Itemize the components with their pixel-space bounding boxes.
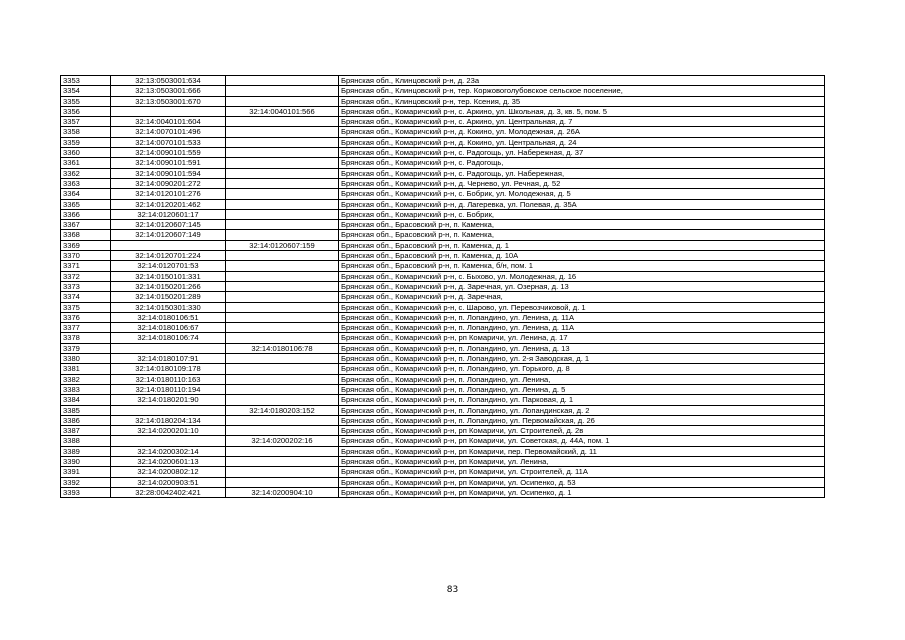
cell-previous-number: 32:14:0040101:566 [226,106,339,116]
cell-row-number: 3357 [61,117,111,127]
cell-address: Брянская обл., Комаричский р-н, с. Радогощь, [339,158,825,168]
table-row [61,456,825,466]
cell-previous-number: 32:14:0200202:16 [226,436,339,446]
table-row [61,148,825,158]
cell-cadastral-number: 32:14:0200903:51 [111,477,226,487]
cell-row-number: 3392 [61,477,111,487]
cell-row-number: 3366 [61,209,111,219]
cell-previous-number [226,292,339,302]
cell-row-number: 3364 [61,189,111,199]
cell-row-number: 3388 [61,436,111,446]
cell-address: Брянская обл., Комаричский р-н, п. Лопандино, ул. Ленина, д. 5 [339,384,825,394]
cell-address: Брянская обл., Комаричский р-н, д. Заречная, [339,292,825,302]
cell-address: Брянская обл., Комаричский р-н, п. Лопандино, ул. Ленина, [339,374,825,384]
table-row [61,467,825,477]
cell-cadastral-number: 32:28:0042402:421 [111,487,226,497]
cell-cadastral-number: 32:14:0040101:604 [111,117,226,127]
cell-cadastral-number: 32:14:0120701:53 [111,261,226,271]
cell-address: Брянская обл., Комаричский р-н, рп Комаричи, ул. Осипенко, д. 1 [339,487,825,497]
table-row [61,106,825,116]
table-row [61,292,825,302]
cell-address: Брянская обл., Комаричский р-н, п. Лопандино, ул. Ленина, д. 11А [339,312,825,322]
cell-address: Брянская обл., Комаричский р-н, с. Аркино, ул. Школьная, д. 3, кв. 5, пом. 5 [339,106,825,116]
cell-row-number: 3391 [61,467,111,477]
table-row [61,364,825,374]
cell-cadastral-number: 32:13:0503001:666 [111,86,226,96]
cell-cadastral-number: 32:14:0150301:330 [111,302,226,312]
table-row [61,168,825,178]
cell-row-number: 3365 [61,199,111,209]
cell-row-number: 3389 [61,446,111,456]
cell-previous-number: 32:14:0180106:78 [226,343,339,353]
document-page [60,75,825,498]
table-row [61,251,825,261]
cell-address: Брянская обл., Комаричский р-н, с. Шарово, ул. Перевозчиковой, д. 1 [339,302,825,312]
table-row [61,374,825,384]
cell-cadastral-number: 32:14:0090201:272 [111,178,226,188]
table-row [61,405,825,415]
cell-row-number: 3376 [61,312,111,322]
table-row [61,487,825,497]
cell-cadastral-number: 32:14:0150101:331 [111,271,226,281]
cell-cadastral-number: 32:13:0503001:670 [111,96,226,106]
cell-cadastral-number [111,240,226,250]
table-row [61,240,825,250]
cell-previous-number [226,271,339,281]
cell-row-number: 3358 [61,127,111,137]
table-row [61,384,825,394]
table-row [61,415,825,425]
cell-address: Брянская обл., Брасовский р-н, п. Каменка, б/н, пом. 1 [339,261,825,271]
cell-cadastral-number: 32:14:0070101:496 [111,127,226,137]
cell-cadastral-number: 32:14:0120201:462 [111,199,226,209]
cell-cadastral-number: 32:14:0200201:10 [111,426,226,436]
cell-row-number: 3382 [61,374,111,384]
cell-address: Брянская обл., Клинцовский р-н, тер. Коржовоголубовское сельское поселение, [339,86,825,96]
cell-row-number: 3373 [61,281,111,291]
cell-row-number: 3361 [61,158,111,168]
cell-address: Брянская обл., Комаричский р-н, д. Кокино, ул. Молодежная, д. 26А [339,127,825,137]
cell-cadastral-number [111,343,226,353]
cell-address: Брянская обл., Комаричский р-н, п. Лопандино, ул. Парковая, д. 1 [339,395,825,405]
cell-previous-number [226,127,339,137]
cell-previous-number [226,456,339,466]
cell-address: Брянская обл., Брасовский р-н, п. Каменка, д. 1 [339,240,825,250]
cell-cadastral-number: 32:14:0150201:289 [111,292,226,302]
cell-cadastral-number: 32:14:0090101:591 [111,158,226,168]
cell-row-number: 3360 [61,148,111,158]
table-row [61,446,825,456]
cell-address: Брянская обл., Брасовский р-н, п. Каменка, [339,230,825,240]
cell-address: Брянская обл., Комаричский р-н, рп Комаричи, ул. Строителей, д. 11А [339,467,825,477]
cell-row-number: 3377 [61,323,111,333]
cell-previous-number [226,251,339,261]
cell-previous-number [226,168,339,178]
cell-previous-number [226,230,339,240]
table-row [61,261,825,271]
cell-address: Брянская обл., Брасовский р-н, п. Каменка, [339,220,825,230]
cell-address: Брянская обл., Комаричский р-н, д. Чернево, ул. Речная, д. 52 [339,178,825,188]
cell-cadastral-number [111,436,226,446]
cell-previous-number [226,76,339,86]
cell-row-number: 3374 [61,292,111,302]
table-row [61,189,825,199]
cell-row-number: 3387 [61,426,111,436]
cell-previous-number [226,415,339,425]
cell-cadastral-number [111,405,226,415]
cell-row-number: 3359 [61,137,111,147]
table-row [61,209,825,219]
cell-row-number: 3371 [61,261,111,271]
cell-row-number: 3384 [61,395,111,405]
cell-address: Брянская обл., Комаричский р-н, д. Лагеревка, ул. Полевая, д. 35А [339,199,825,209]
cell-previous-number [226,199,339,209]
table-row [61,426,825,436]
table-row [61,323,825,333]
cell-row-number: 3353 [61,76,111,86]
cell-cadastral-number: 32:14:0070101:533 [111,137,226,147]
cell-previous-number [226,96,339,106]
cell-cadastral-number: 32:13:0503001:634 [111,76,226,86]
cell-row-number: 3372 [61,271,111,281]
cell-address: Брянская обл., Комаричский р-н, рп Комаричи, ул. Осипенко, д. 53 [339,477,825,487]
cell-row-number: 3368 [61,230,111,240]
table-row [61,312,825,322]
cell-row-number: 3385 [61,405,111,415]
table-row [61,477,825,487]
cell-cadastral-number: 32:14:0200302:14 [111,446,226,456]
cell-cadastral-number [111,106,226,116]
cell-previous-number [226,446,339,456]
table-row [61,343,825,353]
cell-cadastral-number: 32:14:0180110:163 [111,374,226,384]
cell-row-number: 3379 [61,343,111,353]
cell-previous-number [226,364,339,374]
table-row [61,436,825,446]
cell-address: Брянская обл., Комаричский р-н, рп Комаричи, ул. Ленина, [339,456,825,466]
cell-cadastral-number: 32:14:0180106:51 [111,312,226,322]
cell-cadastral-number: 32:14:0180107:91 [111,354,226,364]
cell-address: Брянская обл., Клинцовский р-н, тер. Ксения, д. 35 [339,96,825,106]
table-row [61,158,825,168]
cell-cadastral-number: 32:14:0200601:13 [111,456,226,466]
cell-address: Брянская обл., Комаричский р-н, с. Бобрик, [339,209,825,219]
cell-address: Брянская обл., Комаричский р-н, п. Лопандино, ул. Первомайская, д. 26 [339,415,825,425]
cell-address: Брянская обл., Комаричский р-н, п. Лопандино, ул. Горького, д. 8 [339,364,825,374]
cell-row-number: 3390 [61,456,111,466]
cell-address: Брянская обл., Комаричский р-н, д. Кокино, ул. Центральная, д. 24 [339,137,825,147]
cell-row-number: 3363 [61,178,111,188]
table-row [61,76,825,86]
cell-cadastral-number: 32:14:0120607:145 [111,220,226,230]
cell-cadastral-number: 32:14:0090101:594 [111,168,226,178]
cell-previous-number [226,189,339,199]
cell-cadastral-number: 32:14:0180204:134 [111,415,226,425]
cell-cadastral-number: 32:14:0120101:276 [111,189,226,199]
cell-cadastral-number: 32:14:0180106:67 [111,323,226,333]
cell-previous-number [226,281,339,291]
table-row [61,230,825,240]
cell-row-number: 3356 [61,106,111,116]
cell-previous-number [226,333,339,343]
table-row [61,117,825,127]
page-number: 83 [446,585,459,595]
property-register-table [60,75,825,498]
cell-previous-number [226,374,339,384]
cell-cadastral-number: 32:14:0120601:17 [111,209,226,219]
cell-address: Брянская обл., Брасовский р-н, п. Каменка, д. 10А [339,251,825,261]
cell-row-number: 3367 [61,220,111,230]
cell-previous-number [226,148,339,158]
cell-previous-number: 32:14:0200904:10 [226,487,339,497]
cell-address: Брянская обл., Комаричский р-н, рп Комаричи, ул. Советская, д. 44А, пом. 1 [339,436,825,446]
cell-row-number: 3370 [61,251,111,261]
table-row [61,395,825,405]
cell-previous-number [226,209,339,219]
cell-address: Брянская обл., Комаричский р-н, д. Заречная, ул. Озерная, д. 13 [339,281,825,291]
cell-address: Брянская обл., Комаричский р-н, рп Комаричи, ул. Ленина, д. 17 [339,333,825,343]
cell-address: Брянская обл., Комаричский р-н, с. Быхово, ул. Молодежная, д. 16 [339,271,825,281]
table-row [61,302,825,312]
cell-previous-number [226,137,339,147]
cell-address: Брянская обл., Комаричский р-н, с. Аркино, ул. Центральная, д. 7 [339,117,825,127]
cell-address: Брянская обл., Комаричский р-н, п. Лопандино, ул. 2-я Заводская, д. 1 [339,354,825,364]
table-row [61,96,825,106]
cell-address: Брянская обл., Комаричский р-н, п. Лопандино, ул. Ленина, д. 11А [339,323,825,333]
cell-cadastral-number: 32:14:0120701:224 [111,251,226,261]
cell-previous-number [226,467,339,477]
cell-row-number: 3355 [61,96,111,106]
cell-address: Брянская обл., Комаричский р-н, п. Лопандино, ул. Лопандинская, д. 2 [339,405,825,415]
cell-previous-number [226,312,339,322]
cell-cadastral-number: 32:14:0180106:74 [111,333,226,343]
cell-cadastral-number: 32:14:0120607:149 [111,230,226,240]
table-row [61,199,825,209]
cell-row-number: 3386 [61,415,111,425]
cell-row-number: 3393 [61,487,111,497]
table-row [61,333,825,343]
table-row [61,220,825,230]
table-row [61,354,825,364]
cell-previous-number [226,117,339,127]
cell-address: Брянская обл., Комаричский р-н, рп Комаричи, пер. Первомайский, д. 11 [339,446,825,456]
cell-previous-number [226,477,339,487]
cell-row-number: 3375 [61,302,111,312]
cell-address: Брянская обл., Клинцовский р-н, д. 23а [339,76,825,86]
cell-previous-number [226,395,339,405]
table-body [61,76,825,498]
cell-previous-number [226,302,339,312]
cell-previous-number [226,354,339,364]
cell-previous-number [226,323,339,333]
cell-address: Брянская обл., Комаричский р-н, с. Бобрик, ул. Молодежная, д. 5 [339,189,825,199]
table-row [61,271,825,281]
cell-cadastral-number: 32:14:0180201:90 [111,395,226,405]
cell-previous-number: 32:14:0120607:159 [226,240,339,250]
cell-row-number: 3380 [61,354,111,364]
cell-previous-number [226,426,339,436]
cell-cadastral-number: 32:14:0200802:12 [111,467,226,477]
table-row [61,137,825,147]
cell-row-number: 3362 [61,168,111,178]
cell-cadastral-number: 32:14:0150201:266 [111,281,226,291]
cell-row-number: 3383 [61,384,111,394]
table-row [61,86,825,96]
cell-previous-number [226,220,339,230]
cell-row-number: 3369 [61,240,111,250]
cell-previous-number [226,178,339,188]
cell-row-number: 3378 [61,333,111,343]
cell-cadastral-number: 32:14:0090101:559 [111,148,226,158]
cell-address: Брянская обл., Комаричский р-н, рп Комаричи, ул. Строителей, д. 2в [339,426,825,436]
table-row [61,178,825,188]
table-row [61,127,825,137]
cell-address: Брянская обл., Комаричский р-н, п. Лопандино, ул. Ленина, д. 13 [339,343,825,353]
cell-previous-number [226,86,339,96]
cell-previous-number [226,158,339,168]
cell-row-number: 3354 [61,86,111,96]
cell-previous-number [226,261,339,271]
cell-address: Брянская обл., Комаричский р-н, с. Радогощь, ул. Набережная, [339,168,825,178]
cell-cadastral-number: 32:14:0180110:194 [111,384,226,394]
cell-cadastral-number: 32:14:0180109:178 [111,364,226,374]
cell-address: Брянская обл., Комаричский р-н, с. Радогощь, ул. Набережная, д. 37 [339,148,825,158]
cell-row-number: 3381 [61,364,111,374]
cell-previous-number: 32:14:0180203:152 [226,405,339,415]
cell-previous-number [226,384,339,394]
table-row [61,281,825,291]
